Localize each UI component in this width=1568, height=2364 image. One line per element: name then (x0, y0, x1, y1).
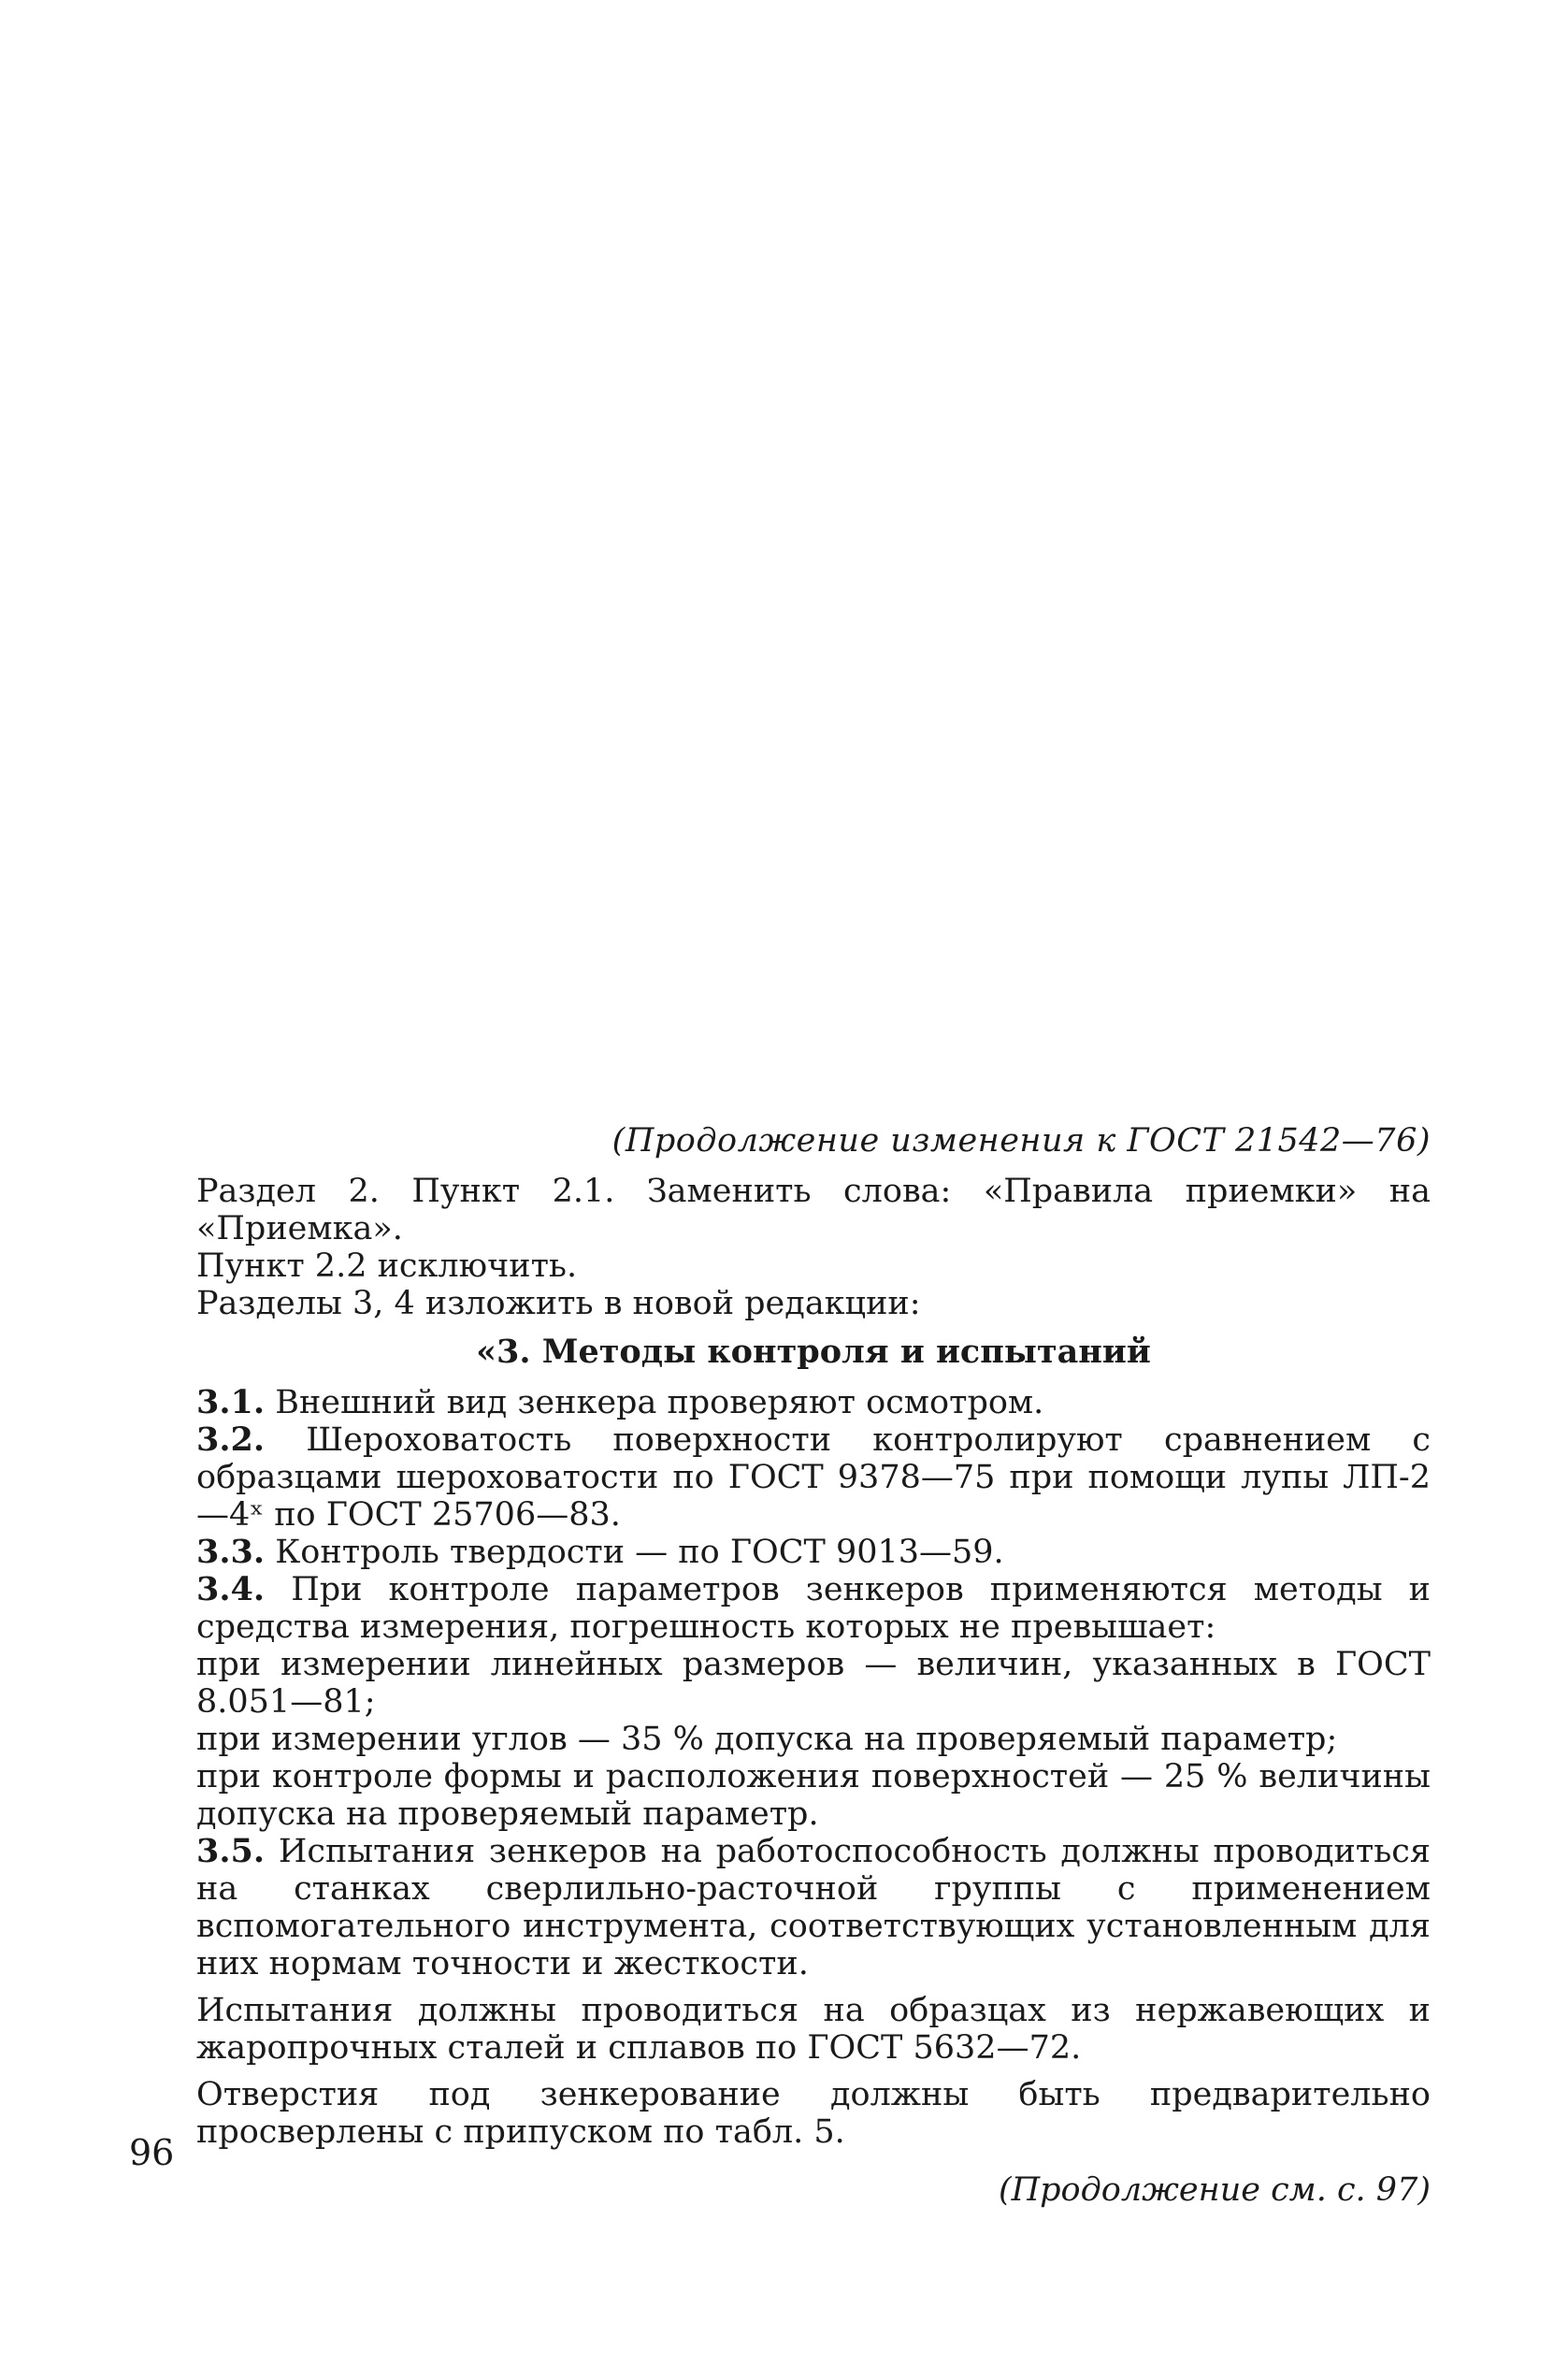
item-3-2 (196, 1421, 1431, 1534)
item-text: Шероховатость поверхности контролируют сравнением с образцами шероховатости по ГОСТ 9378—75 при помощи лупы ЛП-2—4ˣ по ГОСТ 25706—83. (196, 1421, 1431, 1534)
item-text: Испытания зенкеров на работоспособность должны проводиться на станках сверлильно-расточной группы с применением вспомогательного инструмента, соответствующих установленным для них нормам точности и жесткости. (196, 1833, 1431, 1982)
intro-line-1: Раздел 2. Пункт 2.1. Заменить слова: «Правила приемки» на «Приемка». (196, 1173, 1431, 1247)
intro-line-3: Разделы 3, 4 изложить в новой редакции: (196, 1285, 921, 1322)
item-number: 3.1. (196, 1383, 266, 1421)
item-3-5 (196, 1833, 1431, 1982)
measurement-form: при контроле формы и расположения поверхностей — 25 % величины допуска на проверяемый параметр. (196, 1758, 1431, 1833)
item-text: Контроль твердости — по ГОСТ 9013—59. (275, 1534, 1004, 1571)
item-text: Внешний вид зенкера проверяют осмотром. (275, 1384, 1044, 1421)
measurement-linear: при измерении линейных размеров — величин, указанных в ГОСТ 8.051—81; (196, 1646, 1431, 1721)
paragraph-holes: Отверстия под зенкерование должны быть предварительно просверлены с припуском по табл. 5. (196, 2076, 1431, 2151)
section-title: «3. Методы контроля и испытаний (476, 1333, 1151, 1371)
item-number: 3.2. (196, 1420, 266, 1459)
item-text: При контроле параметров зенкеров применяются методы и средства измерения, погрешность которых не превышает: (196, 1571, 1431, 1646)
page-number: 96 (129, 2132, 175, 2173)
item-3-1 (196, 1384, 1431, 1421)
measurement-angles: при измерении углов — 35 % допуска на проверяемый параметр; (196, 1721, 1338, 1758)
item-3-3 (196, 1534, 1431, 1571)
spacer (196, 1982, 1431, 1992)
continuation-header: (Продолжение изменения к ГОСТ 21542—76) (611, 1122, 1431, 1160)
item-number: 3.5. (196, 1832, 266, 1870)
document-body (196, 1122, 1431, 2209)
intro-line-2: Пункт 2.2 исключить. (196, 1247, 578, 1285)
spacer (196, 2067, 1431, 2076)
item-3-4 (196, 1571, 1431, 1646)
continuation-footer: (Продолжение см. с. 97) (998, 2171, 1431, 2209)
item-number: 3.4. (196, 1570, 266, 1608)
item-number: 3.3. (196, 1533, 266, 1571)
paragraph-test-samples: Испытания должны проводиться на образцах из нержавеющих и жаропрочных сталей и сплавов по ГОСТ 5632—72. (196, 1992, 1431, 2067)
